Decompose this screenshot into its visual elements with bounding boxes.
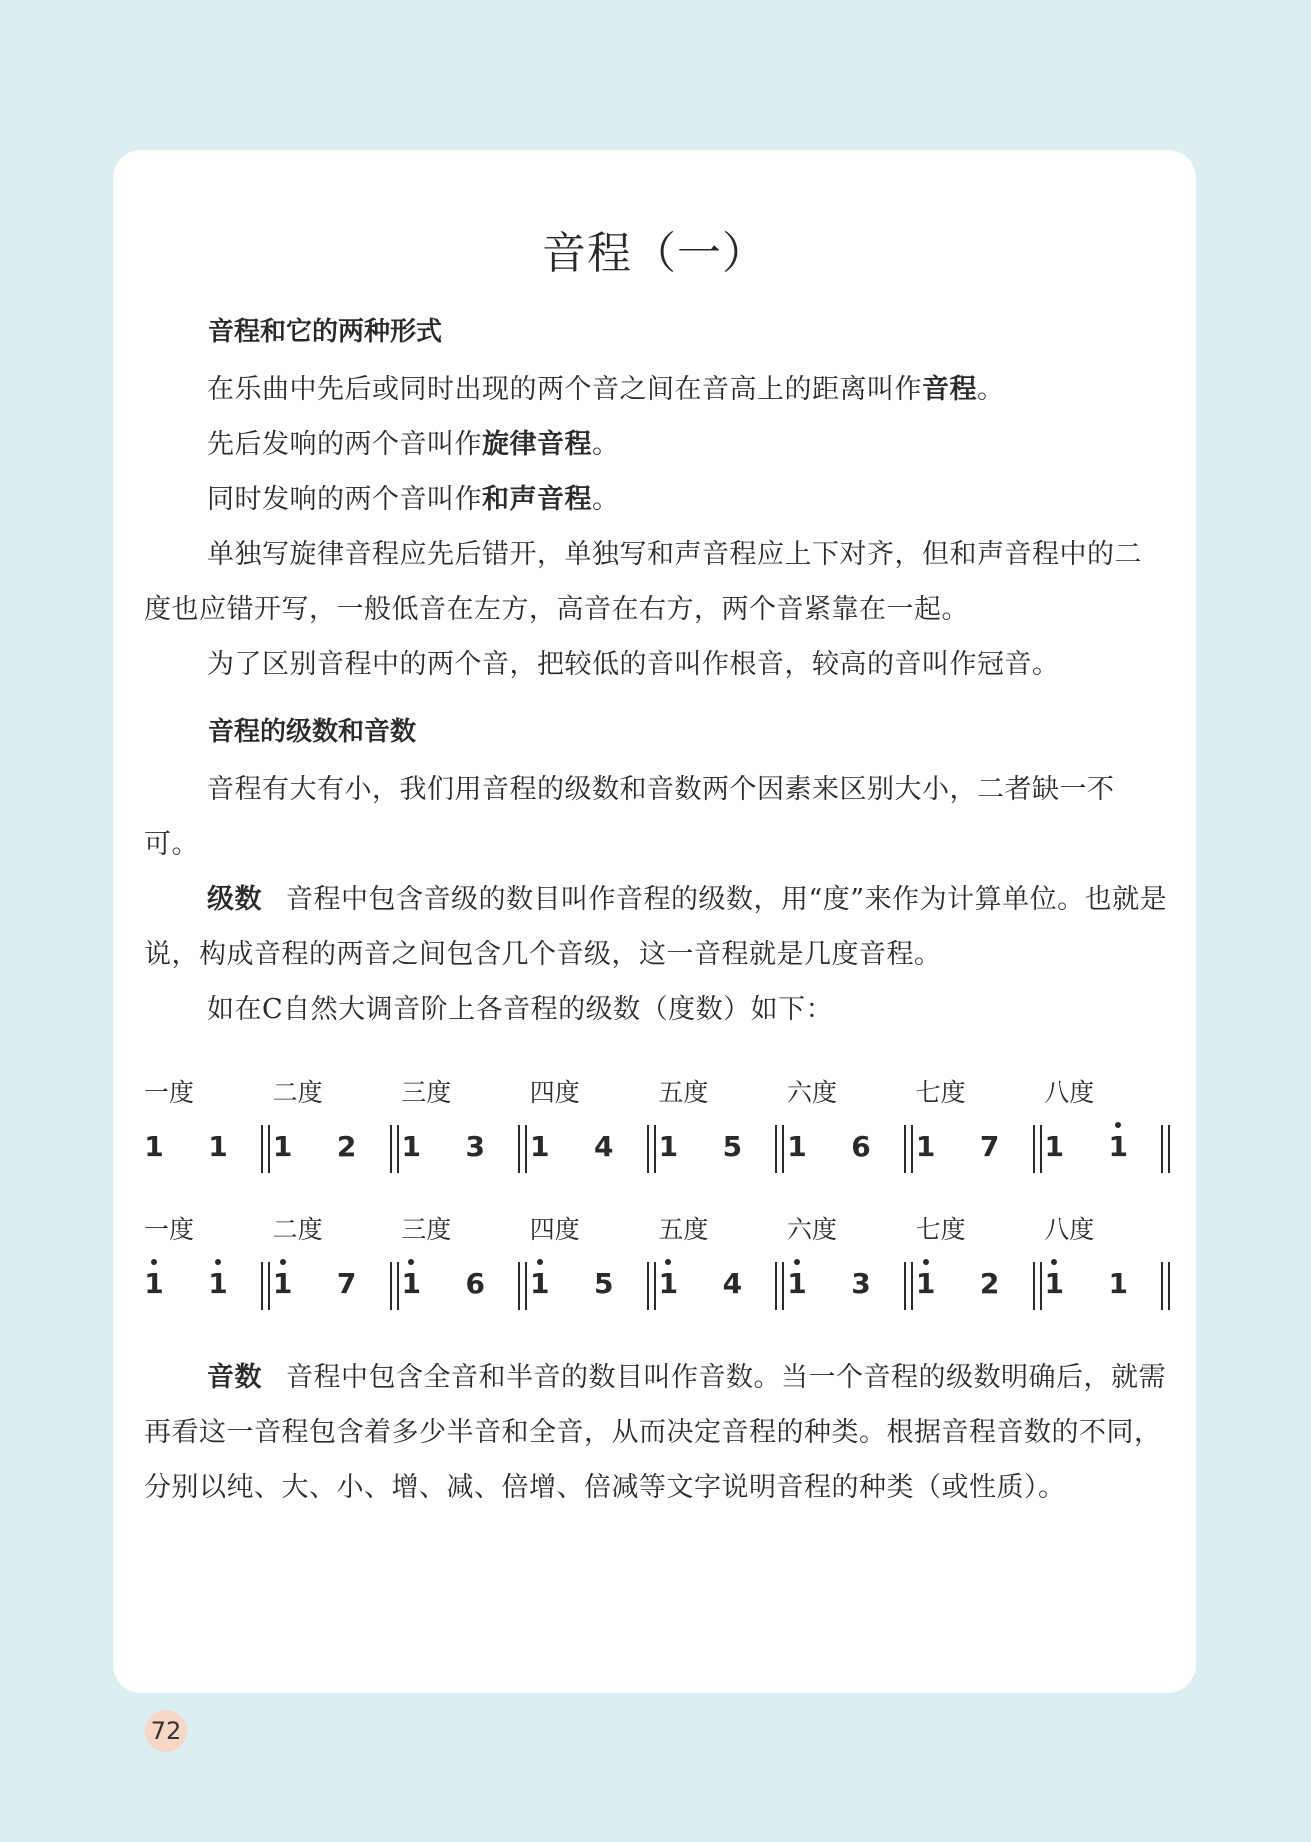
degree-label: 一度 <box>144 1215 195 1244</box>
section-heading-forms: 音程和它的两种形式 <box>208 317 443 347</box>
page-title: 音程（一） <box>542 228 767 279</box>
paragraph-root-top-note: 为了区别音程中的两个音，把较低的音叫作根音，较高的音叫作冠音。 <box>207 649 1060 680</box>
section-heading-degree-count: 音程的级数和音数 <box>208 717 417 747</box>
double-barline <box>904 1125 913 1173</box>
degree-label: 五度 <box>658 1078 709 1107</box>
degree-label: 二度 <box>272 1078 323 1107</box>
interval-top-note: 5 <box>722 1130 743 1163</box>
interval-root-note: 1 <box>785 1262 809 1306</box>
interval-root-note: 1 <box>914 1262 938 1306</box>
degree-label: 八度 <box>1044 1078 1095 1107</box>
term-semitone-count: 音数 <box>207 1362 262 1393</box>
double-barline <box>1161 1125 1170 1173</box>
interval-root-note: 1 <box>401 1130 421 1163</box>
degree-label: 七度 <box>915 1078 966 1107</box>
double-barline <box>647 1125 656 1173</box>
interval-top-note: 7 <box>336 1267 357 1300</box>
interval-root-note: 1 <box>658 1130 679 1163</box>
double-barline <box>775 1125 784 1173</box>
interval-root-note: 1 <box>528 1262 552 1306</box>
degree-label: 七度 <box>915 1215 966 1244</box>
interval-root-note: 1 <box>272 1130 293 1163</box>
interval-top-note: 2 <box>979 1267 1000 1300</box>
page-card <box>113 150 1196 1693</box>
notation-ascending-intervals <box>113 1075 1196 1185</box>
paragraph-example-intro: 如在C自然大调音阶上各音程的级数（度数）如下： <box>207 994 834 1025</box>
interval-root-note: 1 <box>271 1262 295 1306</box>
double-barline <box>261 1125 270 1173</box>
term-harmonic-interval: 和声音程 <box>482 484 592 515</box>
degree-label: 四度 <box>529 1078 580 1107</box>
paragraph-writing-rules: 单独写旋律音程应先后错开，单独写和声音程应上下对齐，但和声音程中的二度也应错开写，一般低音在左方，高音在右方，两个音紧靠在一起。 <box>144 539 1142 625</box>
double-barline <box>518 1125 527 1173</box>
double-barline <box>1161 1262 1170 1310</box>
interval-root-note: 1 <box>1044 1130 1064 1163</box>
interval-top-note: 3 <box>851 1267 871 1300</box>
paragraph-size-factors: 音程有大有小，我们用音程的级数和音数两个因素来区别大小，二者缺一不可。 <box>144 774 1115 860</box>
interval-top-note: 4 <box>594 1130 614 1163</box>
degree-label: 八度 <box>1044 1215 1095 1244</box>
double-barline <box>1033 1125 1042 1173</box>
page-number: 72 <box>145 1710 187 1752</box>
degree-label: 一度 <box>144 1078 195 1107</box>
interval-top-note: 4 <box>722 1267 743 1300</box>
degree-label: 五度 <box>658 1215 709 1244</box>
double-barline <box>904 1262 913 1310</box>
interval-top-note: 5 <box>594 1267 614 1300</box>
interval-root-note: 1 <box>656 1262 680 1306</box>
double-barline <box>390 1262 399 1310</box>
notation-descending-intervals <box>113 1212 1196 1322</box>
interval-top-note: 6 <box>465 1267 485 1300</box>
interval-root-note: 1 <box>915 1130 936 1163</box>
interval-root-note: 1 <box>530 1130 550 1163</box>
double-barline <box>647 1262 656 1310</box>
term-melodic-interval: 旋律音程 <box>482 429 592 460</box>
degree-label: 三度 <box>401 1078 452 1107</box>
degree-label: 二度 <box>272 1215 323 1244</box>
double-barline <box>1033 1262 1042 1310</box>
interval-root-note: 1 <box>144 1130 164 1163</box>
paragraph-melodic-interval: 先后发响的两个音叫作旋律音程。 <box>207 429 620 460</box>
degree-label: 六度 <box>787 1078 838 1107</box>
interval-top-note: 1 <box>208 1130 228 1163</box>
interval-root-note: 1 <box>787 1130 807 1163</box>
double-barline <box>390 1125 399 1173</box>
double-barline <box>261 1262 270 1310</box>
paragraph-harmonic-interval: 同时发响的两个音叫作和声音程。 <box>207 484 620 515</box>
interval-top-note: 7 <box>979 1130 1000 1163</box>
paragraph-semitone-count: 音数 音程中包含全音和半音的数目叫作音数。当一个音程的级数明确后，就需再看这一音程包含着多少半音和全音，从而决定音程的种类。根据音程音数的不同，分别以纯、大、小、增、减、倍增、倍减等文字说明音程的种类（或性质）。 <box>144 1362 1166 1503</box>
term-interval: 音程 <box>922 374 977 405</box>
interval-top-note: 1 <box>206 1262 230 1306</box>
degree-label: 四度 <box>529 1215 580 1244</box>
double-barline <box>775 1262 784 1310</box>
interval-root-note: 1 <box>142 1262 166 1306</box>
interval-top-note: 3 <box>465 1130 485 1163</box>
paragraph-interval-definition: 在乐曲中先后或同时出现的两个音之间在音高上的距离叫作音程。 <box>207 374 1005 405</box>
interval-root-note: 1 <box>1042 1262 1066 1306</box>
interval-top-note: 1 <box>1106 1125 1130 1169</box>
double-barline <box>518 1262 527 1310</box>
degree-label: 六度 <box>787 1215 838 1244</box>
interval-root-note: 1 <box>399 1262 423 1306</box>
degree-label: 三度 <box>401 1215 452 1244</box>
interval-top-note: 2 <box>336 1130 357 1163</box>
term-degree: 级数 <box>207 884 262 915</box>
interval-top-note: 1 <box>1108 1267 1128 1300</box>
paragraph-degree-definition: 级数 音程中包含音级的数目叫作音程的级数，用“度”来作为计算单位。也就是说，构成音程的两音之间包含几个音级，这一音程就是几度音程。 <box>144 884 1168 970</box>
interval-top-note: 6 <box>851 1130 871 1163</box>
